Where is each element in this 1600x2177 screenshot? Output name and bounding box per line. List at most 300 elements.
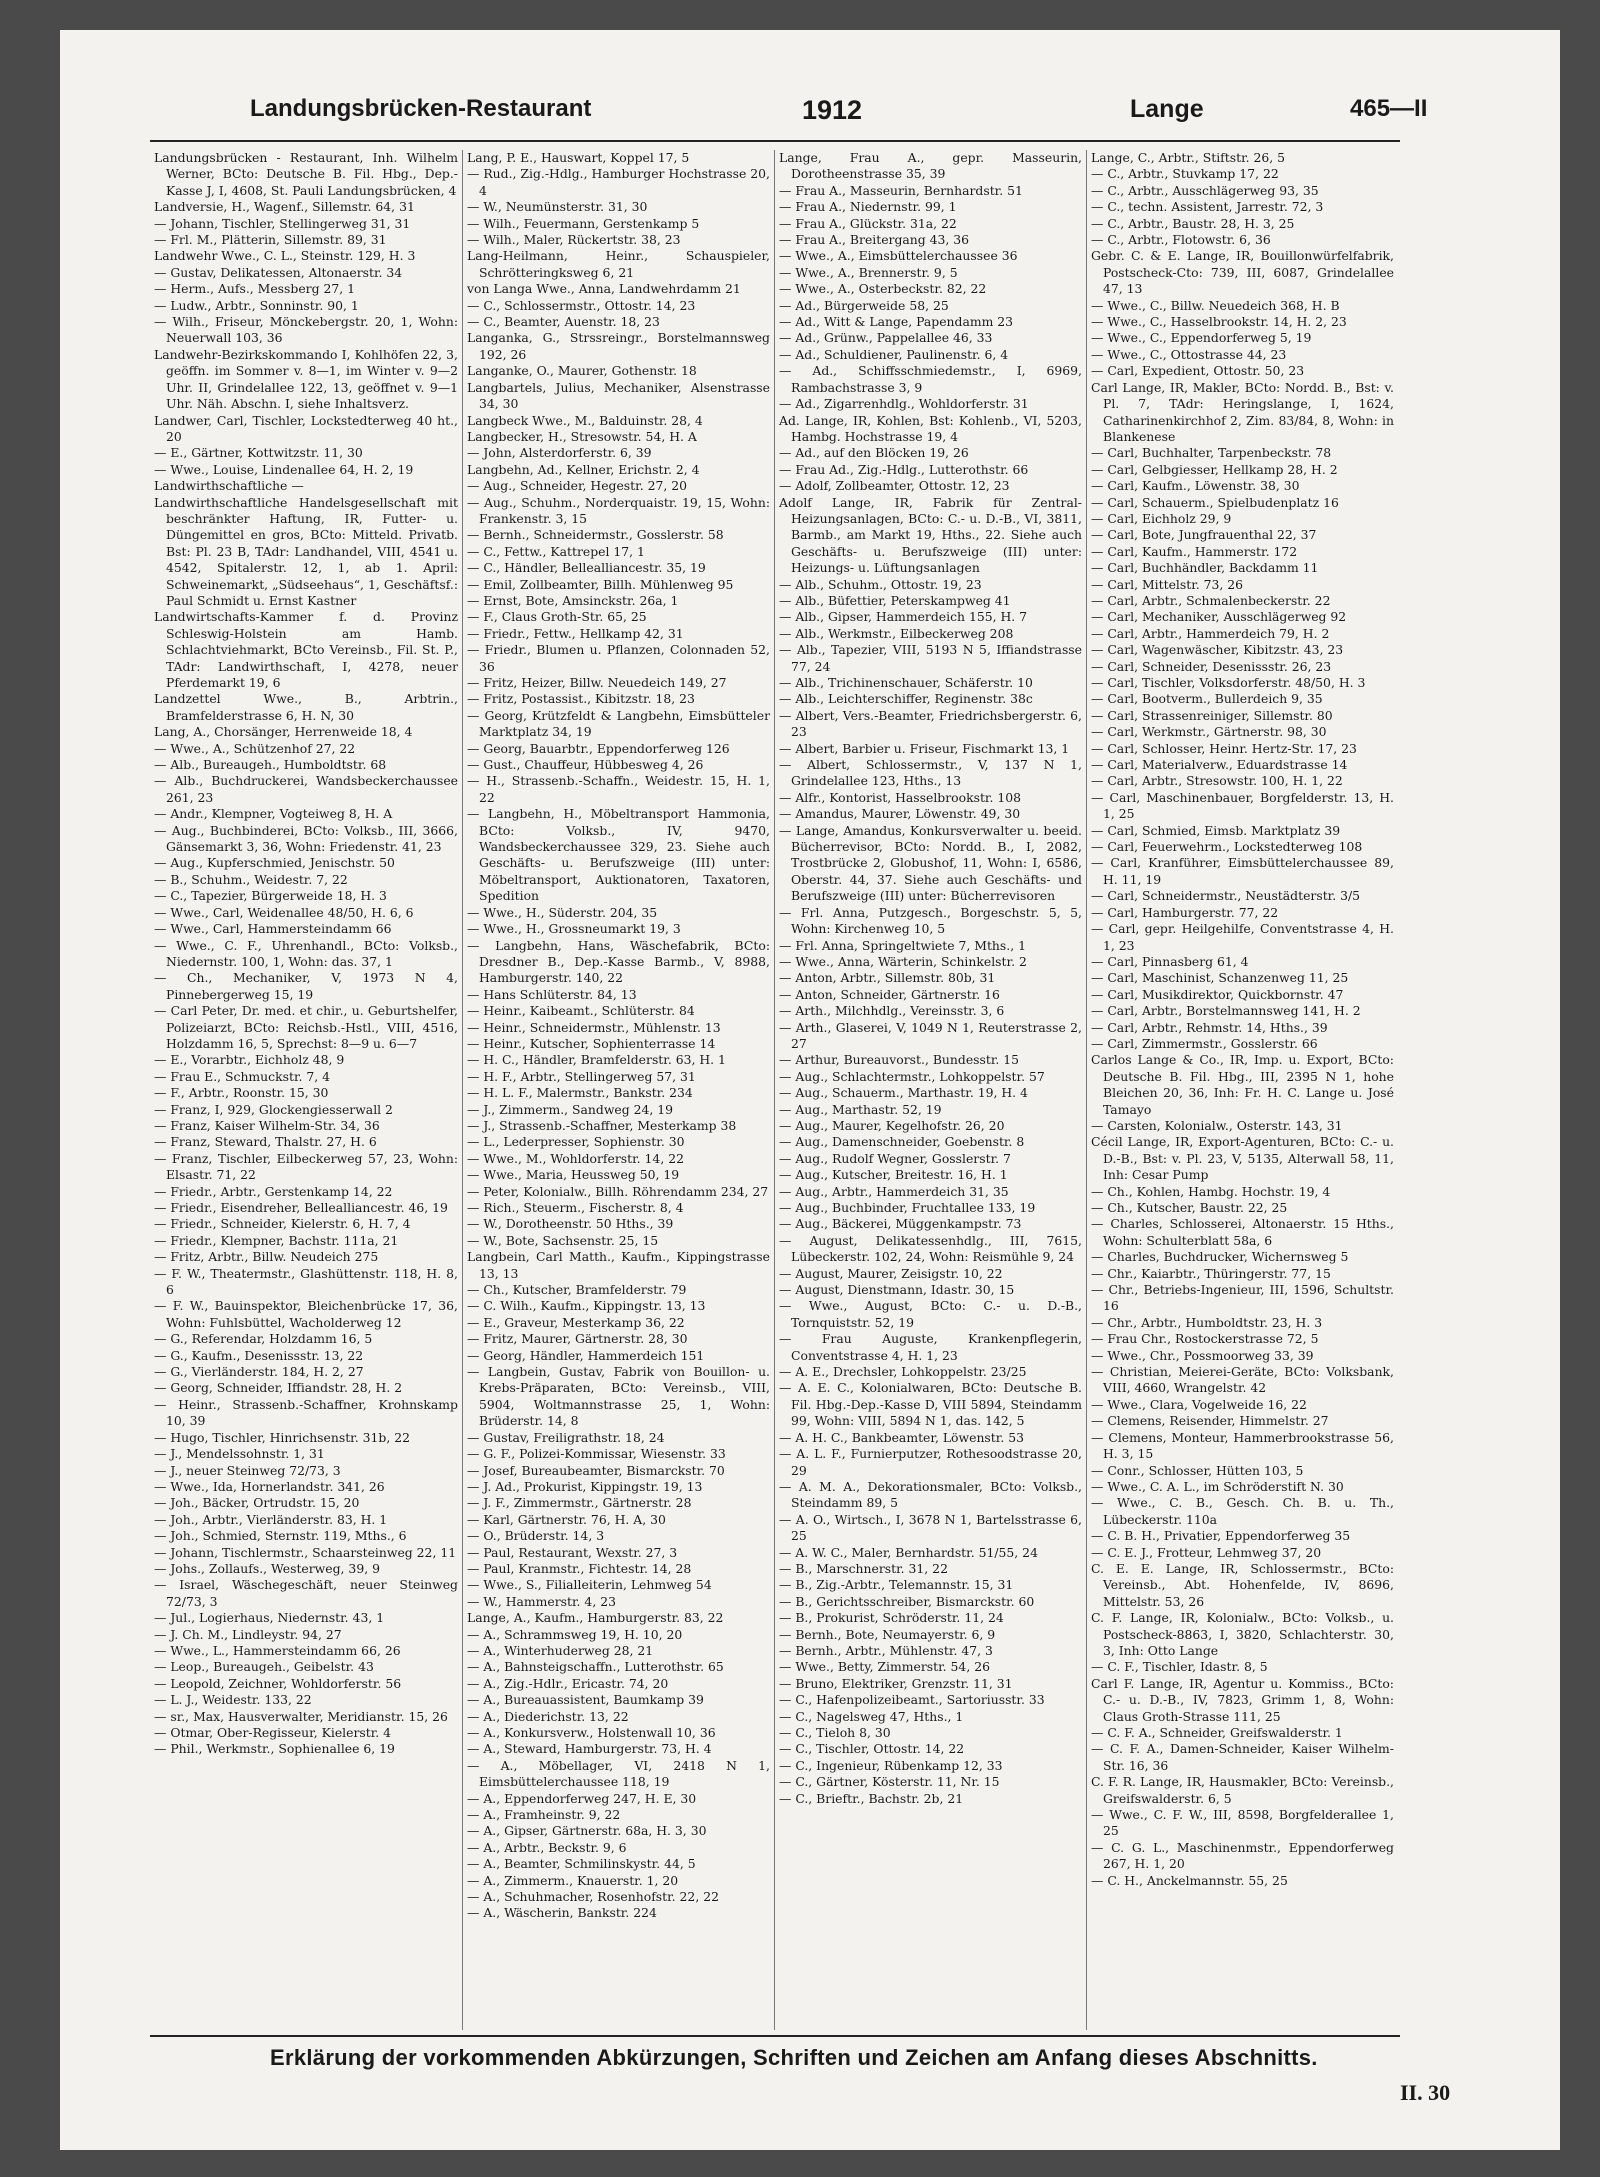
directory-entry: — C., Tieloh 8, 30 [779, 1725, 891, 1740]
directory-entry: — Bernh., Bote, Neumayerstr. 6, 9 [779, 1626, 996, 1642]
directory-entry: — Carl, Schmied, Eimsb. Marktplatz 39 [1091, 822, 1341, 838]
directory-entry: Landwer, Carl, Tischler, Lockstedterweg 40 ht., 20 [154, 412, 458, 444]
directory-entry: — Frau Auguste, Krankenpflegerin, Conventstrasse 4, H. 1, 23 [779, 1331, 1082, 1363]
directory-entry: — C., Händler, Bellealliancestr. 35, 19 [467, 560, 706, 576]
directory-entry: — Alb., Trichinenschauer, Schäferstr. 10 [779, 675, 1033, 690]
directory-entry: — sr., Max, Hausverwalter, Meridianstr. 15, 26 [154, 1708, 448, 1724]
directory-entry: Gebr. C. & E. Lange, IR, Bouillonwürfelfabrik, Postscheck-Cto: 739, III, 6087, Grindelallee 47, 13 [1091, 248, 1394, 297]
directory-entry: — Ad., Schuldiener, Paulinenstr. 6, 4 [779, 346, 1009, 362]
directory-entry: — Carl, Arbtr., Rehmstr. 14, Hths., 39 [1091, 1019, 1328, 1035]
directory-entry: — Joh., Bäcker, Ortrudstr. 15, 20 [154, 1495, 360, 1511]
directory-entry: — B., Prokurist, Schröderstr. 11, 24 [779, 1610, 1004, 1626]
directory-entry: — Alb., Schuhm., Ottostr. 19, 23 [779, 576, 982, 592]
directory-entry: — Carl, Wagenwäscher, Kibitzstr. 43, 23 [1091, 642, 1344, 658]
directory-entry: — Ludw., Arbtr., Sonninstr. 90, 1 [154, 297, 359, 313]
directory-entry: — W., Neumünsterstr. 31, 30 [467, 199, 648, 215]
directory-entry: — J., Mendelssohnstr. 1, 31 [154, 1446, 325, 1462]
directory-column-4 [1086, 150, 1398, 2030]
page-header [250, 95, 1500, 135]
directory-entry: Langbehn, Ad., Kellner, Erichstr. 2, 4 [467, 461, 700, 477]
directory-entry: — F. W., Theatermstr., Glashüttenstr. 118, H. 8, 6 [154, 1265, 458, 1298]
directory-entry: — Friedr., Blumen u. Pflanzen, Colonnaden 52, 36 [467, 642, 770, 674]
directory-entry: — Carl, Mechaniker, Ausschlägerweg 92 [1091, 609, 1347, 625]
directory-entry: — Wwe., L., Hammersteindamm 66, 26 [154, 1642, 401, 1658]
directory-entry: — E., Graveur, Mesterkamp 36, 22 [467, 1314, 685, 1330]
directory-entry: — Herm., Aufs., Messberg 27, 1 [154, 281, 355, 297]
directory-entry: — Johann, Tischler, Stellingerweg 31, 31 [154, 215, 411, 231]
directory-entry: — Heinr., Schneidermstr., Mühlenstr. 13 [467, 1019, 721, 1035]
directory-entry: — Ad., Zigarrenhdlg., Wohldorferstr. 31 [779, 396, 1029, 412]
directory-entry: — Carl, Maschinist, Schanzenweg 11, 25 [1091, 970, 1349, 986]
directory-entry: Landungsbrücken - Restaurant, Inh. Wilhelm Werner, BCto: Deutsche B. Fil. Hbg., Dep.-Kasse J, I, 4608, St. Pauli Landungsbrücken, 4 [154, 150, 458, 198]
directory-entry: — Ch., Kutscher, Baustr. 22, 25 [1091, 1200, 1288, 1215]
directory-entry: — Wwe., A., Schützenhof 27, 22 [154, 740, 356, 756]
directory-entry: — Carl, Bootverm., Bullerdeich 9, 35 [1091, 691, 1323, 707]
directory-entry: — A., Eppendorferweg 247, H. E, 30 [467, 1790, 697, 1806]
directory-entry: — Wwe., Anna, Wärterin, Schinkelstr. 2 [779, 953, 1027, 969]
directory-entry: — Ernst, Bote, Amsinckstr. 26a, 1 [467, 592, 679, 608]
directory-entry: — Aug., Bäckerei, Müggenkampstr. 73 [779, 1216, 1022, 1232]
directory-entry: — Friedr., Schneider, Kielerstr. 6, H. 7, 4 [154, 1216, 411, 1232]
directory-entry: — John, Alsterdorferstr. 6, 39 [467, 445, 652, 461]
directory-entry: — C. F. A., Schneider, Greifswalderstr. 1 [1091, 1725, 1343, 1740]
directory-entry: — A. L. F., Furnierputzer, Rothesoodstrasse 20, 29 [779, 1446, 1082, 1478]
directory-entry: — Aug., Kupferschmied, Jenischstr. 50 [154, 855, 395, 871]
directory-entry: — Franz, Tischler, Eilbeckerweg 57, 23, Wohn: Elsastr. 71, 22 [154, 1150, 458, 1183]
directory-entry: Landwirthschaftliche — [154, 478, 304, 494]
directory-entry: — Paul, Restaurant, Wexstr. 27, 3 [467, 1544, 678, 1560]
directory-entry: — C., Brieftr., Bachstr. 2b, 21 [779, 1790, 964, 1806]
directory-entry: — Leopold, Zeichner, Wohldorferstr. 56 [154, 1675, 402, 1691]
directory-entry: Carl Lange, IR, Makler, BCto: Nordd. B., Bst: v. Pl. 7, TAdr: Heringslange, I, 1624, Catharinenkirchhof 2, Zim. 83/84, 8, Wohn: in Blankenese [1091, 379, 1394, 444]
directory-entry: — Phil., Werkmstr., Sophienallee 6, 19 [154, 1741, 395, 1757]
directory-entry: — A., Steward, Hamburgerstr. 73, H. 4 [467, 1741, 712, 1757]
directory-entry: — Georg, Händler, Hammerdeich 151 [467, 1347, 705, 1363]
header-page-number: 465—II [1350, 95, 1428, 122]
directory-entry: — Wwe., C. F. W., III, 8598, Borgfelderallee 1, 25 [1091, 1807, 1394, 1839]
directory-entry: — Rich., Steuerm., Fischerstr. 8, 4 [467, 1200, 684, 1215]
directory-entry: — Fritz, Heizer, Billw. Neuedeich 149, 27 [467, 675, 727, 690]
directory-entry: — C. F. A., Damen-Schneider, Kaiser Wilhelm-Str. 16, 36 [1091, 1741, 1394, 1773]
directory-entry: — Wwe., Carl, Hammersteindamm 66 [154, 921, 392, 937]
directory-entry: — Carl, Kaufm., Hammerstr. 172 [1091, 543, 1298, 559]
directory-entry: — C. G. L., Maschinenmstr., Eppendorferweg 267, H. 1, 20 [1091, 1839, 1394, 1872]
directory-entry: — J. F., Zimmermstr., Gärtnerstr. 28 [467, 1495, 692, 1511]
directory-entry: — C. F., Tischler, Idastr. 8, 5 [1091, 1659, 1268, 1675]
directory-entry: — Wwe., C. B., Gesch. Ch. B. u. Th., Lübeckerstr. 110a [1091, 1495, 1394, 1527]
directory-entry: Lang, P. E., Hauswart, Koppel 17, 5 [467, 150, 690, 165]
directory-entry: — Carl, Strassenreiniger, Sillemstr. 80 [1091, 707, 1333, 723]
directory-entry: — Frau Ad., Zig.-Hdlg., Lutterothstr. 66 [779, 461, 1029, 477]
directory-entry: — G. F., Polizei-Kommissar, Wiesenstr. 33 [467, 1446, 726, 1462]
directory-entry: — E., Gärtner, Kottwitzstr. 11, 30 [154, 445, 363, 461]
directory-entry: — Carl, Arbtr., Hammerdeich 79, H. 2 [1091, 625, 1330, 641]
directory-entry: — W., Dorotheenstr. 50 Hths., 39 [467, 1216, 674, 1232]
directory-entry: — Charles, Schlosserei, Altonaerstr. 15 Hths., Wohn: Schulterblatt 58a, 6 [1091, 1216, 1394, 1248]
directory-entry: — Fritz, Maurer, Gärtnerstr. 28, 30 [467, 1331, 688, 1347]
directory-entry: — C., Gärtner, Kösterstr. 11, Nr. 15 [779, 1774, 1000, 1790]
directory-entry: — Carl, Pinnasberg 61, 4 [1091, 953, 1249, 969]
directory-entry: — Wwe., C., Ottostrasse 44, 23 [1091, 346, 1287, 362]
directory-entry: Langbein, Carl Matth., Kaufm., Kippingstrasse 13, 13 [467, 1249, 770, 1281]
directory-entry: — Carl, Hamburgerstr. 77, 22 [1091, 904, 1279, 920]
directory-entry: — Frau A., Niedernstr. 99, 1 [779, 199, 957, 215]
directory-entry: — Wwe., Maria, Heussweg 50, 19 [467, 1167, 680, 1183]
directory-entry: — Friedr., Arbtr., Gerstenkamp 14, 22 [154, 1183, 393, 1199]
directory-entry: — Wilh., Friseur, Mönckebergstr. 20, 1, Wohn: Neuerwall 103, 36 [154, 314, 458, 346]
directory-entry: — F., Claus Groth-Str. 65, 25 [467, 609, 647, 625]
directory-entry: — August, Dienstmann, Idastr. 30, 15 [779, 1282, 1015, 1298]
directory-entry: Landversie, H., Wagenf., Sillemstr. 64, 31 [154, 199, 415, 215]
directory-entry: — Aug., Marthastr. 52, 19 [779, 1101, 942, 1117]
directory-entry: — Carl, Eichholz 29, 9 [1091, 510, 1232, 526]
directory-entry: — Carl, Bote, Jungfrauenthal 22, 37 [1091, 527, 1317, 543]
directory-entry: — Otmar, Ober-Regisseur, Kielerstr. 4 [154, 1725, 392, 1740]
directory-entry: — Joh., Schmied, Sternstr. 119, Mths., 6 [154, 1528, 407, 1544]
directory-entry: Langbecker, H., Stresowstr. 54, H. A [467, 428, 697, 444]
directory-entry: — C., Fettw., Kattrepel 17, 1 [467, 543, 645, 559]
directory-entry: — Ad., Grünw., Pappelallee 46, 33 [779, 330, 993, 346]
directory-entry: — J., Zimmerm., Sandweg 24, 19 [467, 1101, 674, 1117]
directory-entry: Lange, A., Kaufm., Hamburgerstr. 83, 22 [467, 1610, 724, 1626]
directory-entry: — A., Beamter, Schmilinskystr. 44, 5 [467, 1856, 696, 1872]
directory-entry: — C., Arbtr., Stuvkamp 17, 22 [1091, 166, 1279, 182]
directory-entry: — A. E., Drechsler, Lohkoppelstr. 23/25 [779, 1364, 1027, 1380]
directory-entry: — Ch., Kohlen, Hambg. Hochstr. 19, 4 [1091, 1183, 1331, 1199]
directory-entry: — Aug., Buchbinderei, BCto: Volksb., III, 3666, Gänsemarkt 3, 36, Wohn: Friedenstr. 41, 23 [154, 822, 458, 855]
directory-entry: — Carl, Buchhalter, Tarpenbeckstr. 78 [1091, 445, 1332, 461]
directory-entry: — A., Konkursverw., Holstenwall 10, 36 [467, 1725, 716, 1740]
directory-entry: — Alb., Bureaugeh., Humboldtstr. 68 [154, 757, 387, 773]
directory-entry: — Langbein, Gustav, Fabrik von Bouillon- u. Krebs-Präparaten, BCto: Vereinsb., VIII, 5904, Woltmannstrasse 25, 1, Wohn: Brüderstr. 14, 8 [467, 1364, 770, 1429]
directory-entry: — Ch., Kutscher, Bramfelderstr. 79 [467, 1282, 687, 1298]
directory-entry: — Carl, Musikdirektor, Quickbornstr. 47 [1091, 986, 1344, 1002]
directory-entry: — A., Möbellager, VI, 2418 N 1, Eimsbüttelerchaussee 118, 19 [467, 1757, 770, 1790]
directory-entry: — Langbehn, Hans, Wäschefabrik, BCto: Dresdner B., Dep.-Kasse Barmb., V, 8988, Hamburgerstr. 140, 22 [467, 937, 770, 986]
directory-entry: Adolf Lange, IR, Fabrik für Zentral-Heizungsanlagen, BCto: C.- u. D.-B., VI, 3811, Barmb., am Markt 19, Hths., 22. Siehe auch Geschäfts- u. Berufszweige (III) unter: Heizungs- u. Lüftungsanlagen [779, 494, 1082, 576]
directory-entry: — Carl, Zimmermstr., Gosslerstr. 66 [1091, 1035, 1318, 1051]
directory-entry: — Frau A., Glückstr. 31a, 22 [779, 215, 957, 231]
directory-entry: — Carl, Materialverw., Eduardstrasse 14 [1091, 757, 1348, 773]
directory-entry: — B., Zig.-Arbtr., Telemannstr. 15, 31 [779, 1577, 1014, 1593]
directory-entry: — Carl, Arbtr., Stresowstr. 100, H. 1, 22 [1091, 773, 1343, 789]
abbreviations-note: Erklärung der vorkommenden Abkürzungen, Schriften und Zeichen am Anfang dieses Abschnitts. [270, 2045, 1318, 2070]
directory-entry: — Gust., Chauffeur, Hübbesweg 4, 26 [467, 757, 704, 773]
directory-entry: — Chr., Arbtr., Humboldtstr. 23, H. 3 [1091, 1314, 1323, 1330]
directory-entry: — C., Tapezier, Bürgerweide 18, H. 3 [154, 888, 387, 904]
directory-entry: — Ad., auf den Blöcken 19, 26 [779, 445, 969, 461]
directory-entry: — Carl, Feuerwehrm., Lockstedterweg 108 [1091, 839, 1363, 855]
directory-entry: — C., Schlossermstr., Ottostr. 14, 23 [467, 297, 696, 313]
directory-entry: — O., Brüderstr. 14, 3 [467, 1528, 605, 1544]
directory-entry: — Wwe., C. A. L., im Schröderstift N. 30 [1091, 1478, 1344, 1494]
directory-entry: — Clemens, Monteur, Hammerbrookstrasse 56, H. 3, 15 [1091, 1429, 1394, 1462]
header-left-keyword: Landungsbrücken-Restaurant [250, 95, 592, 122]
directory-entry: Landwirtschafts-Kammer f. d. Provinz Schleswig-Holstein am Hamb. Schlachtviehmarkt, BCto Vereinsb., Fil. St. P., TAdr: Landwirthschaft, I, 4278, neuer Pferdemarkt 19, 6 [154, 609, 458, 690]
directory-entry: — Wwe., C., Eppendorferweg 5, 19 [1091, 330, 1312, 346]
directory-entry: — Jul., Logierhaus, Niedernstr. 43, 1 [154, 1610, 385, 1626]
directory-entry: — Frl. M., Plätterin, Sillemstr. 89, 31 [154, 232, 387, 248]
directory-entry: C. F. R. Lange, IR, Hausmakler, BCto: Vereinsb., Greifswalderstr. 6, 5 [1091, 1774, 1394, 1806]
directory-entry: — August, Maurer, Zeisigstr. 10, 22 [779, 1265, 1003, 1281]
directory-entry: — Hans Schlüterstr. 84, 13 [467, 986, 637, 1002]
directory-entry: — F., Arbtr., Roonstr. 15, 30 [154, 1085, 329, 1101]
directory-entry: — Frau Chr., Rostockerstrasse 72, 5 [1091, 1331, 1319, 1347]
directory-entry: — J., Strassenb.-Schaffner, Mesterkamp 38 [467, 1117, 737, 1133]
directory-entry: — Alfr., Kontorist, Hasselbrookstr. 108 [779, 789, 1022, 805]
directory-entry: — G., Vierländerstr. 184, H. 2, 27 [154, 1364, 364, 1380]
directory-entry: — C., Arbtr., Baustr. 28, H. 3, 25 [1091, 215, 1295, 231]
directory-entry: — E., Vorarbtr., Eichholz 48, 9 [154, 1052, 345, 1068]
directory-entry: — Ad., Witt & Lange, Papendamm 23 [779, 314, 1014, 330]
directory-entry: — A., Diederichstr. 13, 22 [467, 1708, 629, 1724]
directory-entry: — Carl, Schneidermstr., Neustädterstr. 3/5 [1091, 888, 1361, 904]
directory-entry: — Wwe., Louise, Lindenallee 64, H. 2, 19 [154, 461, 414, 477]
directory-entry: — A., Arbtr., Beckstr. 9, 6 [467, 1839, 627, 1855]
directory-entry: — Frl. Anna, Springeltwiete 7, Mths., 1 [779, 937, 1026, 953]
directory-entry: — Wwe., Chr., Possmoorweg 33, 39 [1091, 1347, 1314, 1363]
directory-entry: — Aug., Kutscher, Breitestr. 16, H. 1 [779, 1167, 1008, 1183]
directory-entry: — Anton, Schneider, Gärtnerstr. 16 [779, 986, 1000, 1002]
directory-entry: — Frau A., Breitergang 43, 36 [779, 232, 970, 248]
directory-entry: — Carl, Kaufm., Löwenstr. 38, 30 [1091, 478, 1300, 494]
directory-entry: — Wwe., A., Brennerstr. 9, 5 [779, 264, 958, 280]
directory-entry: — Langbehn, H., Möbeltransport Hammonia, BCto: Volksb., IV, 9470, Wandsbeckerchaussee 329, 23. Siehe auch Geschäfts- u. Berufszweige (III) unter: Möbeltransport, Auktionatoren, Taxatoren, Spedition [467, 806, 770, 904]
directory-entry: — Arthur, Bureauvorst., Bundesstr. 15 [779, 1052, 1020, 1068]
directory-entry: — August, Delikatessenhdlg., III, 7615, Lübeckerstr. 102, 24, Wohn: Reismühle 9, 24 [779, 1232, 1082, 1265]
directory-entry: — Heinr., Kaibeamt., Schlüterstr. 84 [467, 1003, 695, 1019]
directory-entry: — L. J., Weidestr. 133, 22 [154, 1692, 312, 1708]
directory-entry: — C., techn. Assistent, Jarrestr. 72, 3 [1091, 199, 1324, 215]
directory-entry: — W., Hammerstr. 4, 23 [467, 1593, 616, 1609]
directory-entry: — Carl, Kranführer, Eimsbüttelerchaussee 89, H. 11, 19 [1091, 855, 1394, 887]
directory-entry: — Bernh., Arbtr., Mühlenstr. 47, 3 [779, 1642, 993, 1658]
directory-entry: — Ch., Mechaniker, V, 1973 N 4, Pinnebergerweg 15, 19 [154, 970, 458, 1002]
directory-entry: — Chr., Betriebs-Ingenieur, III, 1596, Schultstr. 16 [1091, 1282, 1394, 1314]
directory-entry: Landwehr-Bezirkskommando I, Kohlhöfen 22, 3, geöffn. im Sommer v. 8—1, im Winter v. 9—2 Uhr. II, Grindelallee 122, 13, geöffnet v. 9—1 Uhr. Näh. Abschn. I, siehe Inhaltsverz. [154, 346, 458, 412]
directory-entry: — Albert, Vers.-Beamter, Friedrichsbergerstr. 6, 23 [779, 707, 1082, 740]
directory-entry: — H. C., Händler, Bramfelderstr. 63, H. 1 [467, 1052, 726, 1068]
directory-entry: — B., Gerichtsschreiber, Bismarckstr. 60 [779, 1593, 1035, 1609]
directory-entry: — Amandus, Maurer, Löwenstr. 49, 30 [779, 806, 1021, 822]
directory-entry: — A., Gipser, Gärtnerstr. 68a, H. 3, 30 [467, 1823, 707, 1839]
directory-entry: — H. L. F., Malermstr., Bankstr. 234 [467, 1085, 693, 1101]
directory-entry: — G., Kaufm., Desenissstr. 13, 22 [154, 1347, 364, 1363]
directory-entry: — Bruno, Elektriker, Grenzstr. 11, 31 [779, 1675, 1013, 1691]
directory-entry: — Wwe., C., Hasselbrookstr. 14, H. 2, 23 [1091, 314, 1347, 330]
directory-entry: — Carl, Buchhändler, Backdamm 11 [1091, 560, 1319, 576]
directory-entry: Landzettel Wwe., B., Arbtrin., Bramfelderstrasse 6, H. N, 30 [154, 691, 458, 723]
directory-entry: — C., Hafenpolizeibeamt., Sartoriusstr. 33 [779, 1692, 1045, 1708]
directory-entry: — Wilh., Feuermann, Gerstenkamp 5 [467, 215, 700, 231]
directory-entry: — C. H., Anckelmannstr. 55, 25 [1091, 1872, 1288, 1888]
directory-entry: — Wwe., M., Wohldorferstr. 14, 22 [467, 1150, 684, 1166]
directory-entry: — C., Arbtr., Flotowstr. 6, 36 [1091, 232, 1271, 248]
directory-entry: — Carl, Tischler, Volksdorferstr. 48/50, H. 3 [1091, 675, 1366, 690]
directory-columns [150, 150, 1400, 2030]
directory-entry: — Fritz, Arbtr., Billw. Neudeich 275 [154, 1249, 379, 1265]
directory-entry: — Wwe., Betty, Zimmerstr. 54, 26 [779, 1659, 990, 1675]
directory-entry: — A., Zimmerm., Knauerstr. 1, 20 [467, 1872, 679, 1888]
directory-entry: — Karl, Gärtnerstr. 76, H. A, 30 [467, 1511, 666, 1527]
directory-entry: — Israel, Wäschegeschäft, neuer Steinweg 72/73, 3 [154, 1577, 458, 1609]
directory-entry: — Aug., Damenschneider, Goebenstr. 8 [779, 1134, 1025, 1150]
directory-entry: — A., Schrammsweg 19, H. 10, 20 [467, 1626, 683, 1642]
directory-entry: Lang, A., Chorsänger, Herrenweide 18, 4 [154, 724, 413, 740]
directory-entry: — Wwe., H., Süderstr. 204, 35 [467, 904, 658, 920]
directory-entry: — Adolf, Zollbeamter, Ottostr. 12, 23 [779, 478, 1010, 494]
directory-entry: — Aug., Schneider, Hegestr. 27, 20 [467, 478, 687, 494]
directory-entry: — Wwe., Carl, Weidenallee 48/50, H. 6, 6 [154, 904, 414, 920]
directory-entry: — Gustav, Delikatessen, Altonaerstr. 34 [154, 264, 403, 280]
directory-entry: — J. Ad., Prokurist, Kippingstr. 19, 13 [467, 1478, 703, 1494]
directory-entry: — Franz, Kaiser Wilhelm-Str. 34, 36 [154, 1117, 380, 1133]
directory-entry: — Aug., Schuhm., Norderquaistr. 19, 15, Wohn: Frankenstr. 3, 15 [467, 494, 770, 526]
directory-entry: — Carl, Arbtr., Borstelmannsweg 141, H. 2 [1091, 1003, 1361, 1019]
directory-entry: — Wwe., August, BCto: C.- u. D.-B., Tornquiststr. 52, 19 [779, 1298, 1082, 1330]
directory-entry: — Arth., Milchhdlg., Vereinsstr. 3, 6 [779, 1003, 1005, 1019]
directory-entry: — Carl, gepr. Heilgehilfe, Conventstrasse 4, H. 1, 23 [1091, 921, 1394, 953]
directory-entry: — Wilh., Maler, Rückertstr. 38, 23 [467, 232, 681, 248]
directory-entry: — Carl, Schlosser, Heinr. Hertz-Str. 17, 23 [1091, 740, 1357, 756]
directory-entry: — Frau E., Schmuckstr. 7, 4 [154, 1068, 331, 1084]
directory-entry: — Johann, Tischlermstr., Schaarsteinweg 22, 11 [154, 1544, 457, 1560]
directory-entry: — A., Winterhuderweg 28, 21 [467, 1642, 654, 1658]
directory-entry: — Wwe., S., Filialleiterin, Lehmweg 54 [467, 1577, 712, 1593]
directory-entry: — Arth., Glaserei, V, 1049 N 1, Reuterstrasse 2, 27 [779, 1019, 1082, 1051]
directory-entry: — Aug., Arbtr., Hammerdeich 31, 35 [779, 1183, 1009, 1199]
directory-entry: — Josef, Bureaubeamter, Bismarckstr. 70 [467, 1462, 725, 1478]
directory-entry: — H. F., Arbtr., Stellingerweg 57, 31 [467, 1068, 696, 1084]
directory-entry: — Frl. Anna, Putzgesch., Borgeschstr. 5, 5, Wohn: Kirchenweg 10, 5 [779, 904, 1082, 937]
directory-entry: — Carl, Schneider, Desenissstr. 26, 23 [1091, 658, 1332, 674]
directory-entry: — Wwe., A., Eimsbüttelerchaussee 36 [779, 248, 1018, 264]
directory-entry: — Franz, I, 929, Glockengiesserwall 2 [154, 1101, 393, 1117]
directory-entry: — Heinr., Strassenb.-Schaffner, Krohnskamp 10, 39 [154, 1396, 458, 1429]
directory-entry: — A., Bahnsteigschaffn., Lutterothstr. 65 [467, 1659, 724, 1675]
directory-entry: — Clemens, Reisender, Himmelstr. 27 [1091, 1413, 1329, 1429]
directory-entry: — C. Wilh., Kaufm., Kippingstr. 13, 13 [467, 1298, 706, 1314]
directory-entry: — Alb., Tapezier, VIII, 5193 N 5, Iffiandstrasse 77, 24 [779, 642, 1082, 674]
directory-entry: — Wwe., A., Osterbeckstr. 82, 22 [779, 281, 987, 297]
footer-rule [150, 2035, 1400, 2037]
directory-entry: — Alb., Werkmstr., Eilbeckerweg 208 [779, 625, 1014, 641]
directory-entry: Landwirthschaftliche Handelsgesellschaft mit beschränkter Haftung, IR, Futter- u. Düngemittel en gros, BCto: Mitteld. Privatb. Bst: Pl. 23 B, TAdr: Landhandel, VIII, 4541 u. 4542, Spitalerstr. 12, 1, ab 1. April: Schweinemarkt, „Südseehaus“, 1, Geschäftsf.: Paul Schmidt u. Ernst Kastner [154, 494, 458, 608]
directory-entry: Carl F. Lange, IR, Agentur u. Kommiss., BCto: C.- u. D.-B., IV, 7823, Grimm 1, 8, Wohn: Claus Groth-Strasse 111, 25 [1091, 1675, 1394, 1724]
directory-entry: — Peter, Kolonialw., Billh. Röhrendamm 234, 27 [467, 1183, 769, 1199]
directory-entry: — Leop., Bureaugeh., Geibelstr. 43 [154, 1659, 374, 1675]
directory-entry: — Georg, Schneider, Iffiandstr. 28, H. 2 [154, 1380, 403, 1396]
directory-entry: — A. H. C., Bankbeamter, Löwenstr. 53 [779, 1429, 1024, 1445]
directory-entry: — C. E. J., Frotteur, Lehmweg 37, 20 [1091, 1544, 1322, 1560]
directory-entry: Landwehr Wwe., C. L., Steinstr. 129, H. 3 [154, 248, 416, 264]
directory-entry: — Gustav, Freiligrathstr. 18, 24 [467, 1429, 665, 1445]
directory-entry: Langanke, O., Maurer, Gothenstr. 18 [467, 363, 697, 379]
directory-entry: — Carl, Maschinenbauer, Borgfelderstr. 13, H. 1, 25 [1091, 789, 1394, 822]
directory-entry: — G., Referendar, Holzdamm 16, 5 [154, 1331, 373, 1347]
directory-entry: — Carl, Mittelstr. 73, 26 [1091, 576, 1244, 592]
page-signature: II. 30 [1400, 2080, 1451, 2105]
directory-entry: — C. B. H., Privatier, Eppendorferweg 35 [1091, 1528, 1351, 1544]
directory-entry: — Wwe., C. F., Uhrenhandl., BCto: Volksb., Niedernstr. 100, 1, Wohn: das. 37, 1 [154, 937, 458, 969]
directory-entry: — Carl, Gelbgiesser, Hellkamp 28, H. 2 [1091, 461, 1338, 477]
directory-entry: — A. W. C., Maler, Bernhardstr. 51/55, 24 [779, 1544, 1038, 1560]
directory-entry: — B., Marschnerstr. 31, 22 [779, 1560, 948, 1576]
directory-entry: — B., Schuhm., Weidestr. 7, 22 [154, 871, 348, 887]
directory-entry: — H., Strassenb.-Schaffn., Weidestr. 15, H. 1, 22 [467, 773, 770, 805]
directory-entry: — C., Nagelsweg 47, Hths., 1 [779, 1708, 964, 1724]
directory-entry: — Carl, Werkmstr., Gärtnerstr. 98, 30 [1091, 724, 1327, 740]
directory-entry: — Aug., Maurer, Kegelhofstr. 26, 20 [779, 1117, 1005, 1133]
directory-entry: — Rud., Zig.-Hdlg., Hamburger Hochstrasse 20, 4 [467, 166, 770, 198]
directory-entry: — Wwe., Clara, Vogelweide 16, 22 [1091, 1396, 1307, 1412]
header-rule [150, 140, 1400, 142]
directory-entry: — Carl, Expedient, Ottostr. 50, 23 [1091, 363, 1305, 379]
directory-entry: — Fritz, Postassist., Kibitzstr. 18, 23 [467, 691, 695, 707]
directory-entry: — Carsten, Kolonialw., Osterstr. 143, 31 [1091, 1117, 1343, 1133]
directory-entry: von Langa Wwe., Anna, Landwehrdamm 21 [467, 281, 741, 297]
directory-entry: — Alb., Büfettier, Peterskampweg 41 [779, 592, 1011, 608]
directory-entry: Ad. Lange, IR, Kohlen, Bst: Kohlenb., VI, 5203, Hambg. Hochstrasse 19, 4 [779, 412, 1082, 444]
directory-entry: — Carl Peter, Dr. med. et chir., u. Geburtshelfer, Polizeiarzt, BCto: Reichsb.-Hstl., VIII, 4516, Holzdamm 16, 5, Sprechst: 8—9 u. 6—7 [154, 1003, 458, 1051]
directory-entry: — Bernh., Schneidermstr., Gosslerstr. 58 [467, 527, 724, 543]
directory-entry: Langbeck Wwe., M., Balduinstr. 28, 4 [467, 412, 703, 428]
directory-entry: — A., Bureauassistent, Baumkamp 39 [467, 1692, 704, 1708]
directory-entry: — Anton, Arbtr., Sillemstr. 80b, 31 [779, 970, 996, 986]
directory-entry: — J., neuer Steinweg 72/73, 3 [154, 1462, 341, 1478]
directory-entry: Lang-Heilmann, Heinr., Schauspieler, Schrötteringksweg 6, 21 [467, 248, 770, 280]
directory-entry: — Alb., Leichterschiffer, Reginenstr. 38c [779, 691, 1033, 707]
directory-entry: — Friedr., Klempner, Bachstr. 111a, 21 [154, 1232, 399, 1248]
directory-entry: — Johs., Zollaufs., Westerweg, 39, 9 [154, 1560, 380, 1576]
directory-entry: C. F. Lange, IR, Kolonialw., BCto: Volksb., u. Postscheck-8863, I, 3820, Schlachterstr. 30, 3, Inh: Otto Lange [1091, 1610, 1394, 1658]
directory-entry: — C., Beamter, Auenstr. 18, 23 [467, 314, 660, 330]
directory-entry: — Aug., Rudolf Wegner, Gosslerstr. 7 [779, 1150, 1011, 1166]
header-right-keyword: Lange [1130, 95, 1204, 123]
directory-entry: — A. M. A., Dekorationsmaler, BCto: Volksb., Steindamm 89, 5 [779, 1478, 1082, 1511]
directory-entry: — Conr., Schlosser, Hütten 103, 5 [1091, 1462, 1304, 1478]
directory-entry: — Georg, Bauarbtr., Eppendorferweg 126 [467, 740, 730, 756]
directory-entry: — Aug., Schauerm., Marthastr. 19, H. 4 [779, 1085, 1028, 1101]
directory-entry: — Wwe., Ida, Hornerlandstr. 341, 26 [154, 1478, 385, 1494]
directory-entry: — Charles, Buchdrucker, Wichernsweg 5 [1091, 1249, 1349, 1265]
directory-entry: — Alb., Gipser, Hammerdeich 155, H. 7 [779, 609, 1028, 625]
directory-entry: — Aug., Schlachtermstr., Lohkoppelstr. 57 [779, 1068, 1045, 1084]
directory-entry: — A. O., Wirtsch., I, 3678 N 1, Bartelsstrasse 6, 25 [779, 1511, 1082, 1544]
directory-entry: — Hugo, Tischler, Hinrichsenstr. 31b, 22 [154, 1429, 410, 1445]
directory-entry: — A., Framheinstr. 9, 22 [467, 1807, 621, 1823]
directory-entry: — Emil, Zollbeamter, Billh. Mühlenweg 95 [467, 576, 734, 592]
directory-entry: — Ad., Bürgerweide 58, 25 [779, 297, 949, 313]
directory-column-2 [462, 150, 774, 2030]
directory-entry: — Aug., Buchbinder, Fruchtallee 133, 19 [779, 1200, 1036, 1215]
directory-entry: Langanka, G., Strssreingr., Borstelmannsweg 192, 26 [467, 330, 770, 362]
directory-entry: — Alb., Buchdruckerei, Wandsbeckerchaussee 261, 23 [154, 773, 458, 805]
directory-entry: — J. Ch. M., Lindleystr. 94, 27 [154, 1626, 342, 1642]
directory-entry: — F. W., Bauinspektor, Bleichenbrücke 17, 36, Wohn: Fuhlsbüttel, Wacholderweg 12 [154, 1298, 458, 1330]
directory-entry: — C., Ingenieur, Rübenkamp 12, 33 [779, 1757, 1003, 1773]
directory-entry: — A., Schuhmacher, Rosenhofstr. 22, 22 [467, 1889, 719, 1905]
directory-entry: — A., Zig.-Hdlr., Ericastr. 74, 20 [467, 1675, 669, 1691]
directory-entry: Carlos Lange & Co., IR, Imp. u. Export, BCto: Deutsche B. Fil. Hbg., III, 2395 N 1, hohe Bleichen 20, 36, Inh: Fr. H. C. Lange u. José Tamayo [1091, 1052, 1394, 1117]
directory-entry: Langbartels, Julius, Mechaniker, Alsenstrasse 34, 30 [467, 379, 770, 412]
directory-entry: — Christian, Meierei-Geräte, BCto: Volksbank, VIII, 4660, Wrangelstr. 42 [1091, 1364, 1394, 1396]
directory-entry: — Heinr., Kutscher, Sophienterrasse 14 [467, 1035, 716, 1051]
header-year: 1912 [802, 95, 863, 125]
directory-entry: — Frau A., Masseurin, Bernhardstr. 51 [779, 182, 1023, 198]
directory-entry: — Paul, Kranmstr., Fichtestr. 14, 28 [467, 1560, 692, 1576]
directory-entry: — Franz, Steward, Thalstr. 27, H. 6 [154, 1134, 377, 1150]
